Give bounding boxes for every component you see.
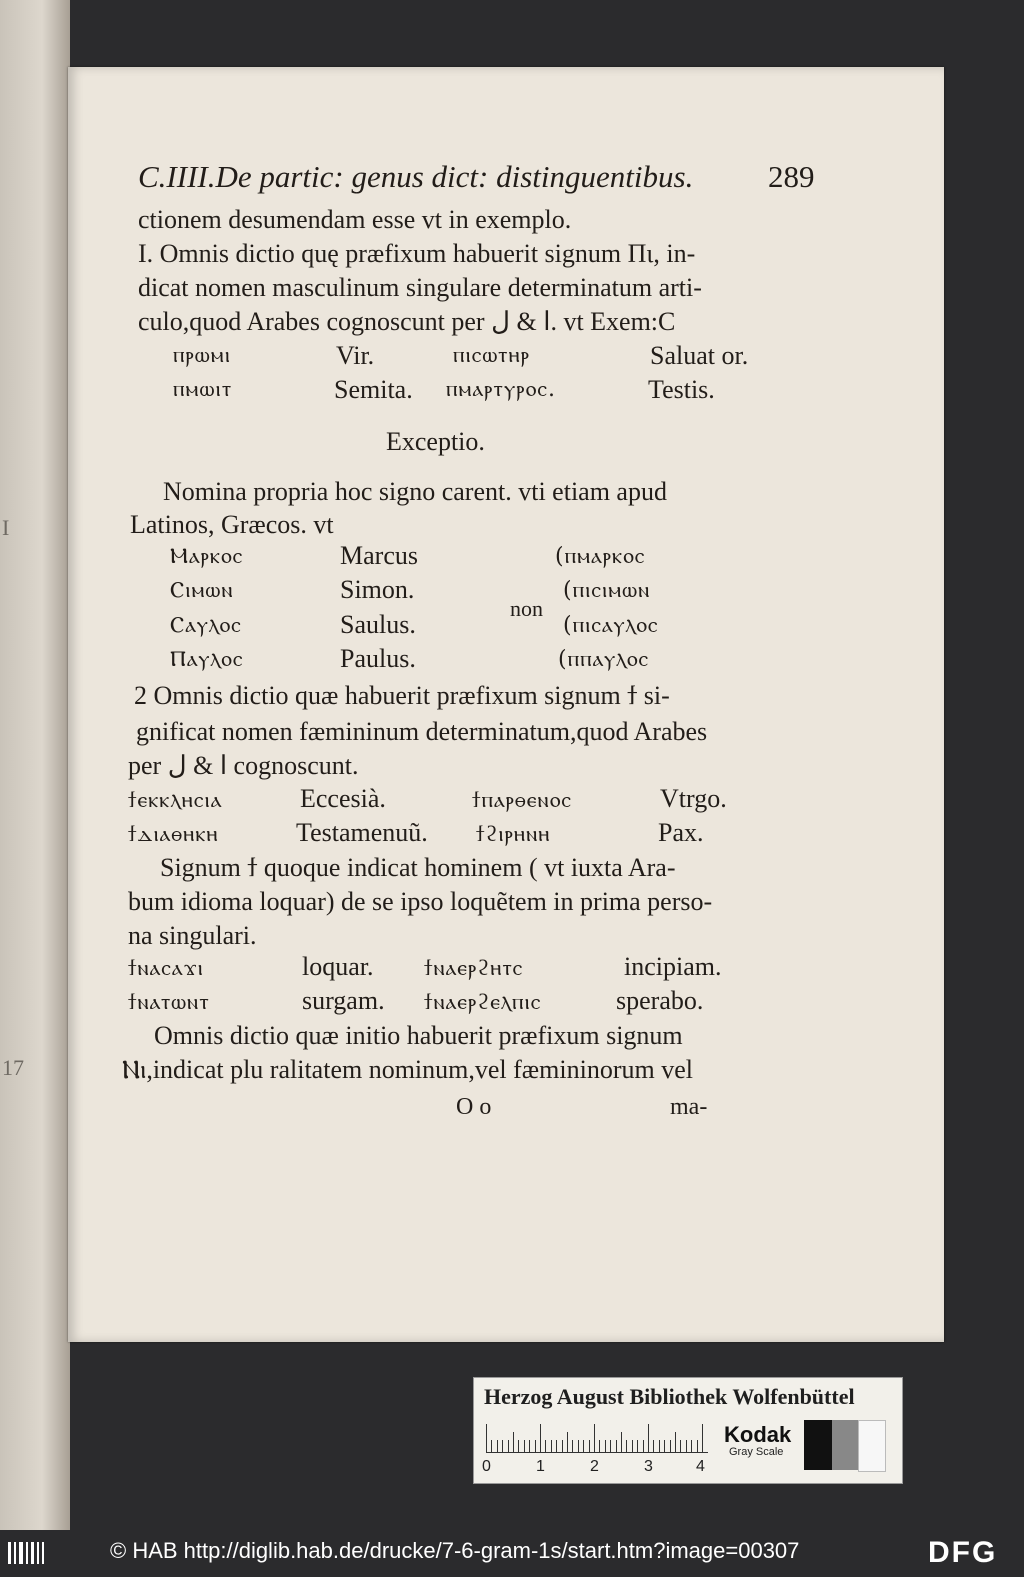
text-line: Nomina propria hoc signo carent. vti etiam apud: [163, 477, 667, 506]
ruler-tick: [599, 1440, 600, 1452]
footer-bar: [0, 1530, 1024, 1577]
text-line: Latinos, Græcos. vt: [130, 510, 334, 539]
text-line: 2 Omnis dictio quæ habuerit præfixum signum ϯ si-: [134, 681, 670, 710]
latin-gloss: sperabo.: [616, 986, 704, 1015]
coptic-name: Ⲥⲁⲩⲗⲟⲥ: [170, 613, 242, 638]
coptic-name: Ⲥⲓⲙⲱⲛ: [170, 578, 234, 603]
ruler-tick: [535, 1440, 536, 1452]
text-line: culo,quod Arabes cognoscunt per ا & ل. vt Exem:C: [138, 307, 676, 336]
latin-name: Paulus.: [340, 644, 416, 673]
ruler-tick: [491, 1440, 492, 1452]
non-label: non: [510, 596, 543, 621]
ruler-tick: [567, 1432, 568, 1452]
text-line: per ا & ل cognoscunt.: [128, 751, 359, 780]
signature-mark: O o: [456, 1094, 492, 1120]
coptic-word: ϯⲡⲁⲣⲑⲉⲛⲟⲥ: [472, 788, 573, 813]
latin-name: Marcus: [340, 541, 418, 570]
dfg-logo: DFG: [928, 1536, 998, 1569]
left-page-edge: [0, 0, 70, 1530]
ruler-tick: [670, 1440, 671, 1452]
latin-name: Simon.: [340, 575, 415, 604]
ruler-tick: [556, 1440, 557, 1452]
ruler-tick: [562, 1440, 563, 1452]
ruler-label: 3: [644, 1458, 653, 1475]
coptic-word: ϯⲛⲁⲉⲣϩⲉⲗⲡⲓⲥ: [424, 990, 542, 1015]
text-line: Signum ϯ quoque indicat hominem ( vt iuxta Ara-: [160, 853, 676, 882]
ruler-tick: [610, 1440, 611, 1452]
ruler-tick: [540, 1424, 541, 1452]
ruler-tick: [583, 1440, 584, 1452]
ruler-tick: [594, 1424, 595, 1452]
ruler-tick: [648, 1424, 649, 1452]
coptic-word: ϯⲉⲕⲕⲗⲏⲥⲓⲁ: [128, 788, 223, 813]
text-line: Ⲛⲓ,indicat plu ralitatem nominum,vel fæmininorum vel: [122, 1055, 693, 1084]
latin-gloss: loquar.: [302, 952, 374, 981]
text-line: I. Omnis dictio quę præfixum habuerit signum Πι, in-: [138, 239, 696, 268]
coptic-word: ⲡⲙⲁⲣⲧⲩⲣⲟⲥ.: [446, 377, 556, 402]
ruler-tick: [589, 1440, 590, 1452]
ruler-tick: [529, 1440, 530, 1452]
latin-gloss: Vir.: [336, 341, 375, 370]
gray-swatch-mid: [832, 1420, 858, 1470]
ruler-tick: [502, 1440, 503, 1452]
latin-gloss: Eccesià.: [300, 784, 386, 813]
ruler-tick: [664, 1440, 665, 1452]
color-calibration-card: [473, 1377, 903, 1484]
coptic-alt: (ⲡⲡⲁⲩⲗⲟⲥ: [558, 647, 650, 672]
coptic-word: ϯⲇⲓⲁⲑⲏⲕⲏ: [128, 822, 219, 847]
ruler-tick: [697, 1440, 698, 1452]
footer-source-url[interactable]: © HAB http://diglib.hab.de/drucke/7-6-gram-1s/start.htm?image=00307: [110, 1538, 800, 1563]
card-title: Herzog August Bibliothek Wolfenbüttel: [484, 1384, 855, 1409]
ruler-tick: [643, 1440, 644, 1452]
page-number: 289: [768, 159, 815, 194]
coptic-word: ϯⲛⲁⲉⲣϩⲏⲧⲥ: [424, 956, 524, 981]
ruler-scale: [486, 1422, 708, 1453]
ruler-tick: [518, 1440, 519, 1452]
ruler-label: 1: [536, 1458, 545, 1475]
ruler-tick: [659, 1440, 660, 1452]
book-page: [68, 67, 944, 1342]
text-line: dicat nomen masculinum singulare determinatum arti-: [138, 273, 702, 302]
ruler-tick: [680, 1440, 681, 1452]
ruler-tick: [616, 1440, 617, 1452]
latin-gloss: Saluat or.: [650, 341, 749, 370]
edge-mark: 17: [2, 1055, 24, 1080]
latin-gloss: Testamenuũ.: [296, 818, 428, 847]
latin-gloss: incipiam.: [624, 952, 722, 981]
ruler-tick: [578, 1440, 579, 1452]
text-line: gnificat nomen fæmininum determinatum,quod Arabes: [136, 717, 708, 746]
latin-gloss: Testis.: [648, 375, 715, 404]
coptic-word: ϯⲛⲁⲧⲱⲛⲧ: [128, 990, 210, 1015]
text-line: bum idioma loquar) de se ipso loquẽtem in prima perso-: [128, 887, 713, 916]
coptic-word: ⲡⲣⲱⲙⲓ: [173, 343, 231, 368]
coptic-word: ϯϩⲓⲣⲏⲛⲏ: [476, 822, 551, 847]
coptic-word: ⲡⲙⲱⲓⲧ: [173, 377, 233, 402]
kodak-logo: Kodak: [724, 1422, 792, 1447]
ruler-tick: [686, 1440, 687, 1452]
latin-name: Saulus.: [340, 610, 416, 639]
catchword: ma-: [670, 1094, 708, 1120]
ruler-tick: [605, 1440, 606, 1452]
ruler-tick: [513, 1432, 514, 1452]
ruler-tick: [551, 1440, 552, 1452]
text-line: na singulari.: [128, 921, 257, 950]
ruler-tick: [632, 1440, 633, 1452]
coptic-word: ⲡⲓⲥⲱⲧⲏⲣ: [453, 343, 531, 368]
ruler-tick: [626, 1440, 627, 1452]
text-line: ctionem desumendam esse vt in exemplo.: [138, 205, 572, 234]
latin-gloss: surgam.: [302, 986, 385, 1015]
ruler-tick: [691, 1440, 692, 1452]
latin-gloss: Semita.: [334, 375, 413, 404]
ruler-label: 0: [482, 1458, 491, 1475]
ruler-tick: [497, 1440, 498, 1452]
edge-mark: I: [2, 515, 10, 540]
grayscale-label: Gray Scale: [729, 1446, 784, 1458]
coptic-name: Ⲡⲁⲩⲗⲟⲥ: [170, 647, 244, 672]
coptic-alt: (ⲡⲓⲥⲓⲙⲱⲛ: [563, 578, 651, 603]
gray-swatch-white: [858, 1420, 886, 1472]
ruler-label: 4: [696, 1458, 705, 1475]
ruler-tick: [675, 1432, 676, 1452]
section-heading: Exceptio.: [386, 427, 485, 456]
coptic-alt: (ⲡⲙⲁⲣⲕⲟⲥ: [555, 544, 646, 569]
coptic-word: ϯⲛⲁⲥⲁϫⲓ: [128, 956, 204, 981]
ruler-tick: [702, 1424, 703, 1452]
ruler-tick: [545, 1440, 546, 1452]
latin-gloss: Vtrgo.: [660, 784, 727, 813]
ruler-tick: [572, 1440, 573, 1452]
ruler-tick: [486, 1424, 487, 1452]
ruler-tick: [621, 1432, 622, 1452]
gray-swatch-black: [804, 1420, 832, 1470]
ruler-tick: [637, 1440, 638, 1452]
ruler-tick: [524, 1440, 525, 1452]
running-header: [138, 159, 815, 194]
latin-gloss: Pax.: [658, 818, 704, 847]
ruler-tick: [508, 1440, 509, 1452]
coptic-name: Ⲙⲁⲣⲕⲟⲥ: [170, 544, 244, 569]
coptic-alt: (ⲡⲓⲥⲁⲩⲗⲟⲥ: [563, 613, 659, 638]
ruler-label: 2: [590, 1458, 599, 1475]
ruler-tick: [653, 1440, 654, 1452]
text-line: Omnis dictio quæ initio habuerit præfixum signum: [154, 1021, 683, 1050]
header-title: C.IIII.De partic: genus dict: distinguentibus.: [138, 159, 694, 194]
barcode-icon: [6, 1538, 46, 1568]
